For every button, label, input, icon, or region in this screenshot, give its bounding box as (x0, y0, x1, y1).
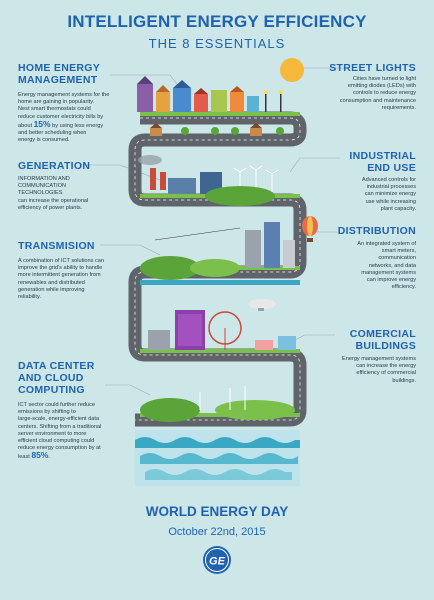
section-body: A combination of ICT solutions can improve the grid's ability to handle more intermittent generation from renewables and distributed generation while improving reliability. (18, 258, 105, 301)
event-date: October 22nd, 2015 (168, 526, 266, 538)
section-title: HOME ENERGY MANAGEMENT (18, 62, 101, 86)
blimp-icon (248, 299, 276, 311)
subtitle: THE 8 ESSENTIALS (148, 36, 286, 51)
house (137, 84, 153, 112)
main-title: INTELLIGENT ENERGY EFFICIENCY (67, 12, 367, 31)
section-body: Energy management systems for the home are gaining in popularity. Nest smart thermostats could reduce customer electricity bills by about 15% by using less energy and better scheduling when energy is consumed. (18, 92, 110, 144)
section-body: ICT sector could further reduce emissions by shifting to large-scale, energy-efficient data centers. Shifting from a traditional server environment to more efficient cloud computing could reduce energy consumption by at least 85%. (18, 402, 102, 461)
section-title: GENERATION (18, 160, 91, 172)
section-body: Advanced controls for industrial processes can minimize energy use while increasing plant capacity. (361, 177, 416, 212)
section-title: COMERCIAL BUILDINGS (349, 328, 416, 352)
commercial-buildings (148, 310, 296, 350)
ge-logo-icon (203, 546, 231, 574)
house (247, 96, 259, 112)
house (156, 92, 170, 112)
grass-strip (140, 112, 300, 116)
water-canal (140, 280, 300, 285)
house (173, 88, 191, 112)
street-lamps (264, 90, 283, 112)
section-title: DISTRIBUTION (337, 225, 416, 237)
hills (205, 186, 275, 206)
power-plant (138, 155, 222, 194)
section-body: Energy management systems can increase the energy efficiency of commercial buildings. (342, 356, 416, 384)
ge-logo-text: GE (209, 555, 225, 568)
section-body: INFORMATION AND COMMUNICATION TECHNOLOGIES can increase the operational efficiency of power plants. (18, 176, 89, 211)
house (194, 94, 208, 112)
event-title: WORLD ENERGY DAY (145, 504, 289, 519)
section-title: STREET LIGHTS (329, 62, 416, 74)
house (211, 90, 227, 112)
section-body: Cities have turned to light emitting diodes (LEDs) with controls to reduce energy consumption and maintenance requirements. (339, 76, 416, 111)
waves (135, 430, 300, 486)
sun-icon (280, 58, 304, 82)
section-body: An integrated system of smart meters, communication networks, and data management systems can improve energy efficiency. (357, 241, 416, 291)
section-title: DATA CENTER AND CLOUD COMPUTING (18, 360, 95, 396)
houses-row (137, 76, 259, 112)
section-title: TRANSMISION (18, 240, 95, 252)
house (230, 92, 244, 112)
section-title: INDUSTRIAL END USE (349, 150, 416, 174)
